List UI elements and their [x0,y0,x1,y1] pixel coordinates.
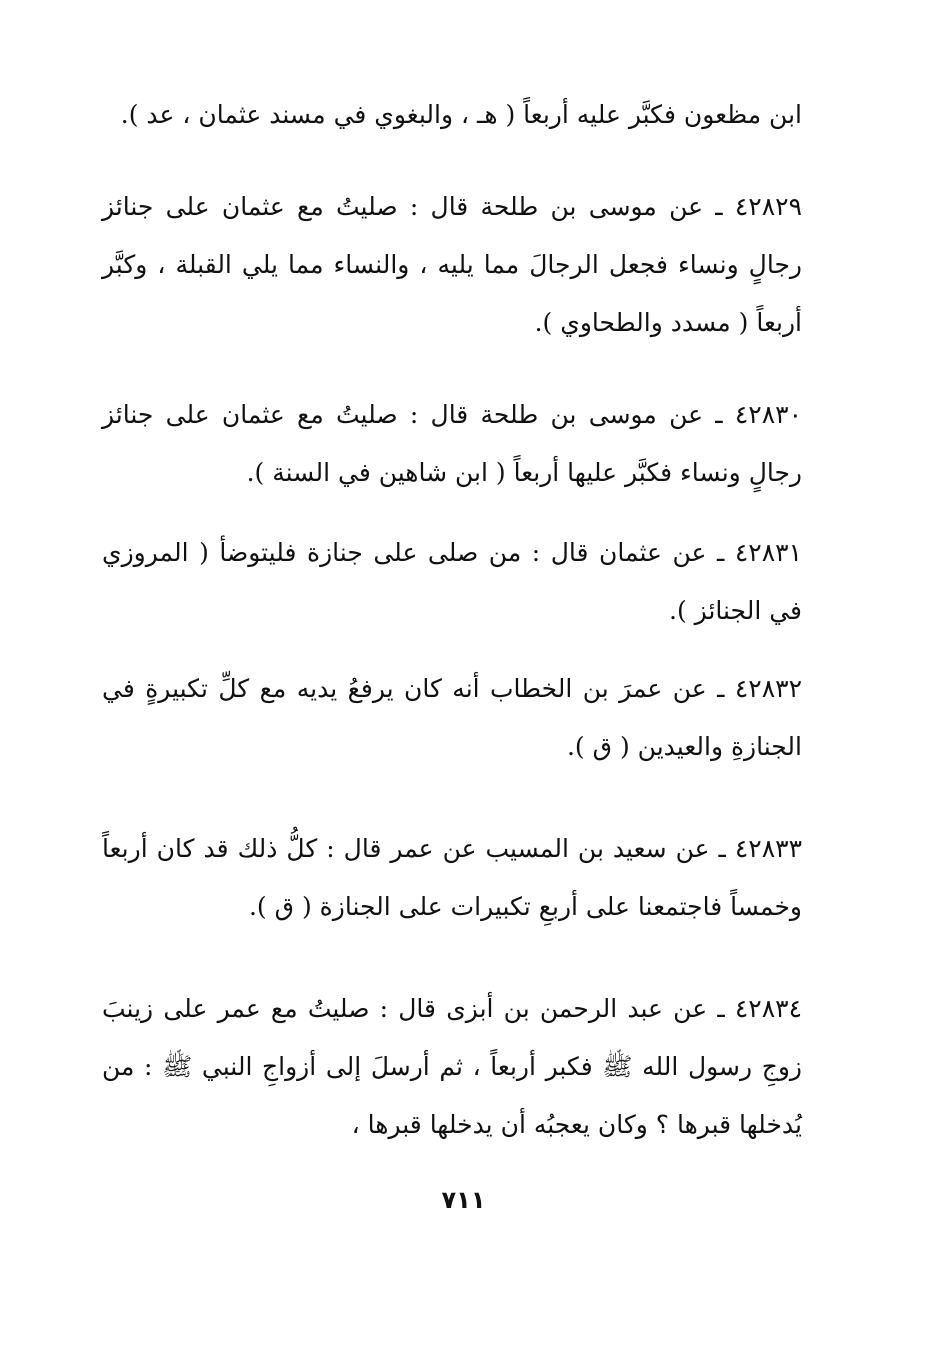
hadith-42830 [102,386,802,502]
hadith-text: ـ عن موسى بن طلحة قال : صليتُ مع عثمان على جنائز رجالٍ ونساء فجعل الرجالَ مما يليه ، والنساء مما يلي القبلة ، وكبَّر أربعاً ( مسدد والطحاوي ). [102,192,802,337]
hadith-number: ٤٢٨٣٤ [734,994,802,1023]
hadith-text: ـ عن عبد الرحمن بن أبزى قال : صليتُ مع عمر على زينبَ زوجِ رسول الله ﷺ فكبر أربعاً ، ثم أرسلَ إلى أزواجِ النبي ﷺ : من يُدخلها قبرها ؟ وكان يعجبُه أن يدخلها قبرها ، [102,994,802,1139]
hadith-number: ٤٢٨٣٠ [734,400,802,429]
hadith-42831 [102,524,802,640]
hadith-number: ٤٢٨٣٣ [734,834,802,863]
hadith-number: ٤٢٨٢٩ [734,192,802,221]
hadith-text: ـ عن عمرَ بن الخطاب أنه كان يرفعُ يديه مع كلِّ تكبيرةٍ في الجنازةِ والعيدين ( ق ). [102,674,802,761]
hadith-42832 [102,660,802,776]
hadith-number: ٤٢٨٣٢ [734,674,802,703]
hadith-number: ٤٢٨٣١ [734,538,802,567]
hadith-42833 [102,820,802,936]
hadith-text: ـ عن موسى بن طلحة قال : صليتُ مع عثمان على جنائز رجالٍ ونساء فكبَّر عليها أربعاً ( ابن شاهين في السنة ). [102,400,802,487]
hadith-text: ـ عن عثمان قال : من صلى على جنازة فليتوضأ ( المروزي في الجنائز ). [102,538,802,625]
hadith-text: ـ عن سعيد بن المسيب عن عمر قال : كلُّ ذلك قد كان أربعاً وخمساً فاجتمعنا على أربعِ تكبيرات على الجنازة ( ق ). [102,834,802,921]
hadith-42834 [102,980,802,1154]
paragraph-continuation [102,86,802,144]
hadith-text: ابن مظعون فكبَّر عليه أربعاً ( هـ ، والبغوي في مسند عثمان ، عد ). [120,100,802,129]
hadith-42829 [102,178,802,352]
page-number: ٧١١ [441,1186,486,1214]
